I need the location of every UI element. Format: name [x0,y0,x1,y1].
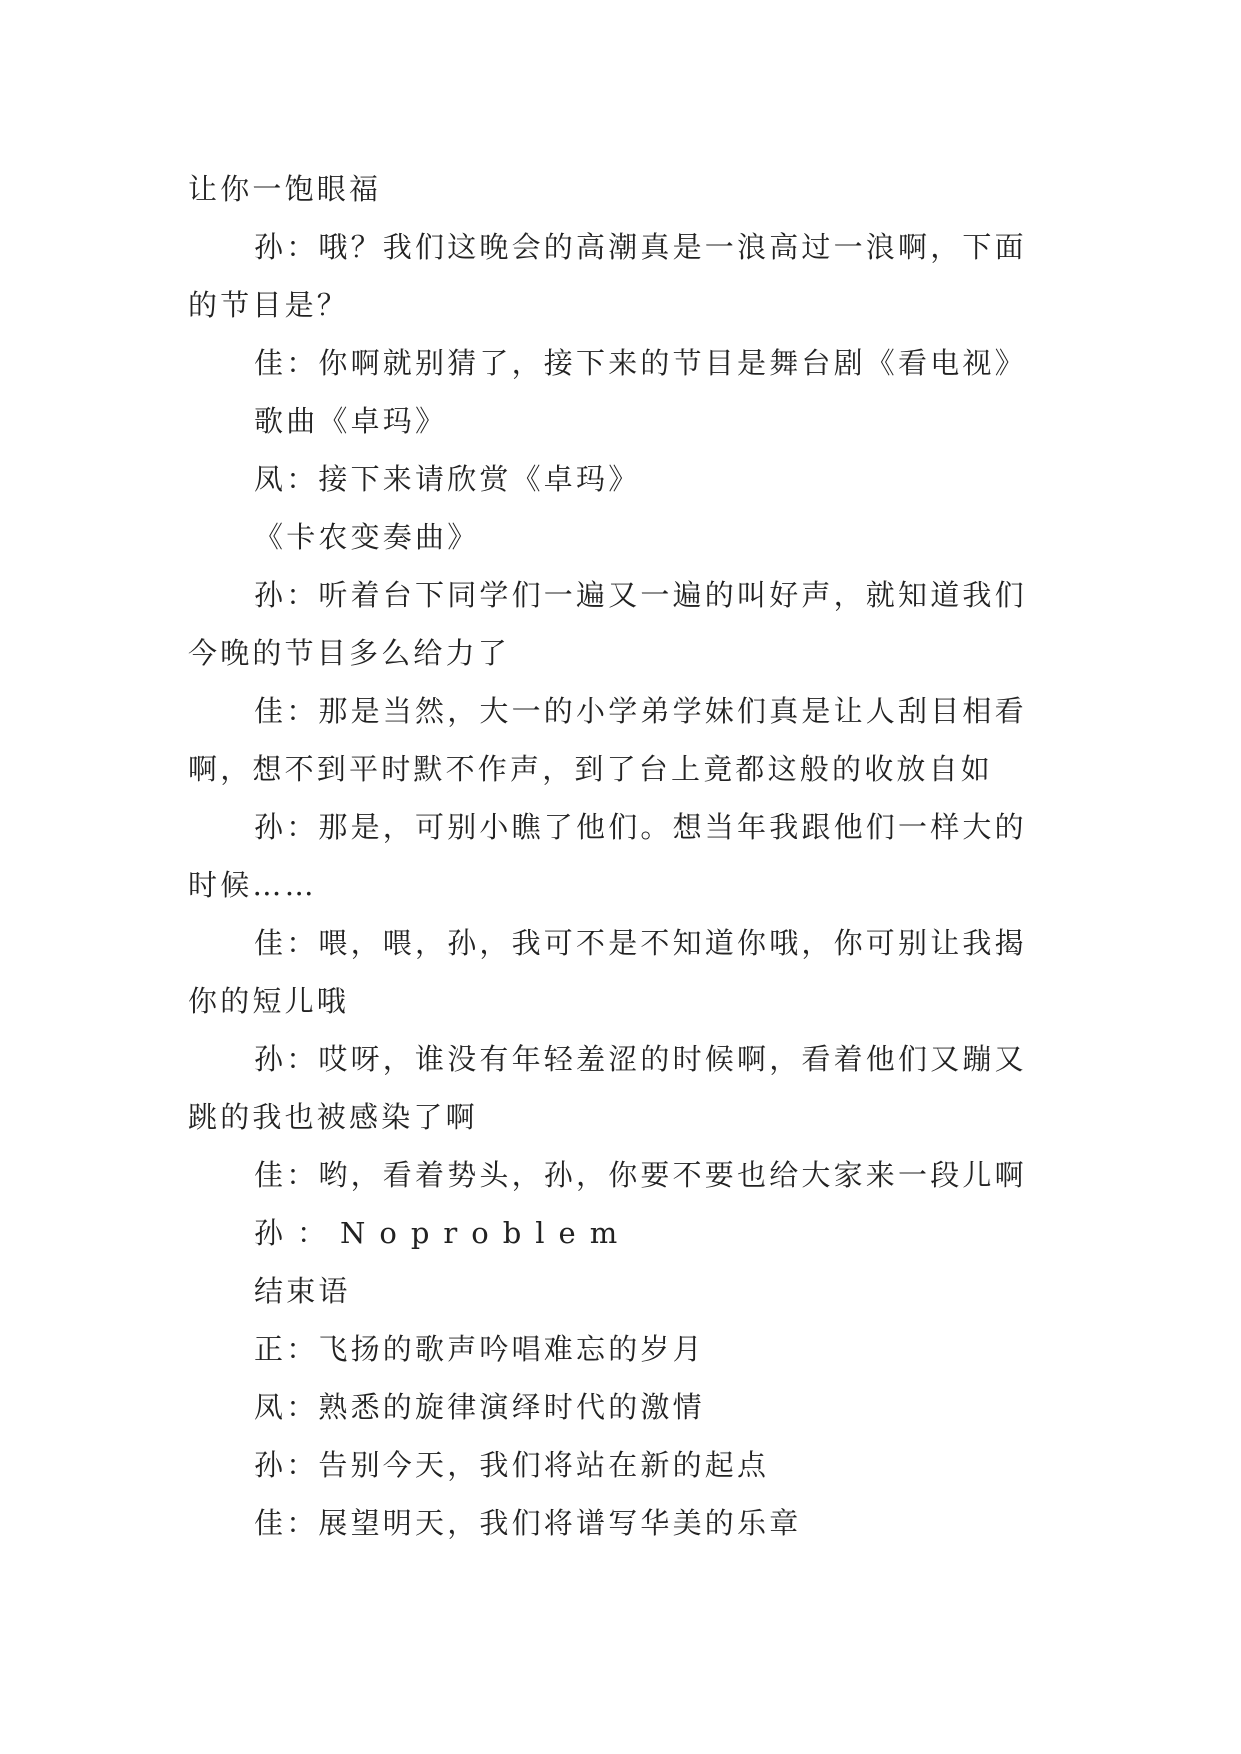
text-line: 跳的我也被感染了啊 [188,1100,478,1134]
document-body [188,160,1068,1552]
text-line: 啊，想不到平时默不作声，到了台上竟都这般的收放自如 [188,752,994,786]
text-line: 孙：那是，可别小瞧了他们。想当年我跟他们一样大的 [254,810,1027,844]
text-line: 的节目是？ [188,288,350,322]
text-line: 佳：喂，喂，孙，我可不是不知道你哦，你可别让我揭 [254,926,1027,960]
text-line: 凤：接下来请欣赏《卓玛》 [254,462,641,496]
text-line: 佳：哟，看着势头，孙，你要不要也给大家来一段儿啊 [254,1158,1027,1192]
section-heading: 结束语 [254,1274,351,1308]
text-line: 孙：Noproblem [254,1216,632,1250]
text-line: 时候…… [188,868,317,902]
text-line: 孙：哎呀，谁没有年轻羞涩的时候啊，看着他们又蹦又 [254,1042,1027,1076]
text-line: 歌曲《卓玛》 [254,404,448,438]
text-line: 《卡农变奏曲》 [254,520,480,554]
text-line: 佳：那是当然，大一的小学弟学妹们真是让人刮目相看 [254,694,1027,728]
text-line: 正：飞扬的歌声吟唱难忘的岁月 [254,1332,705,1366]
text-line: 让你一饱眼福 [188,172,382,206]
text-line: 佳：你啊就别猜了，接下来的节目是舞台剧《看电视》 [254,346,1027,380]
text-line: 孙：告别今天，我们将站在新的起点 [254,1448,770,1482]
text-line: 凤：熟悉的旋律演绎时代的激情 [254,1390,705,1424]
text-line: 佳：展望明天，我们将谱写华美的乐章 [254,1506,802,1540]
text-line: 你的短儿哦 [188,984,350,1018]
text-line: 孙：听着台下同学们一遍又一遍的叫好声，就知道我们 [254,578,1027,612]
text-line: 孙：哦？我们这晚会的高潮真是一浪高过一浪啊，下面 [254,230,1027,264]
text-line: 今晚的节目多么给力了 [188,636,511,670]
